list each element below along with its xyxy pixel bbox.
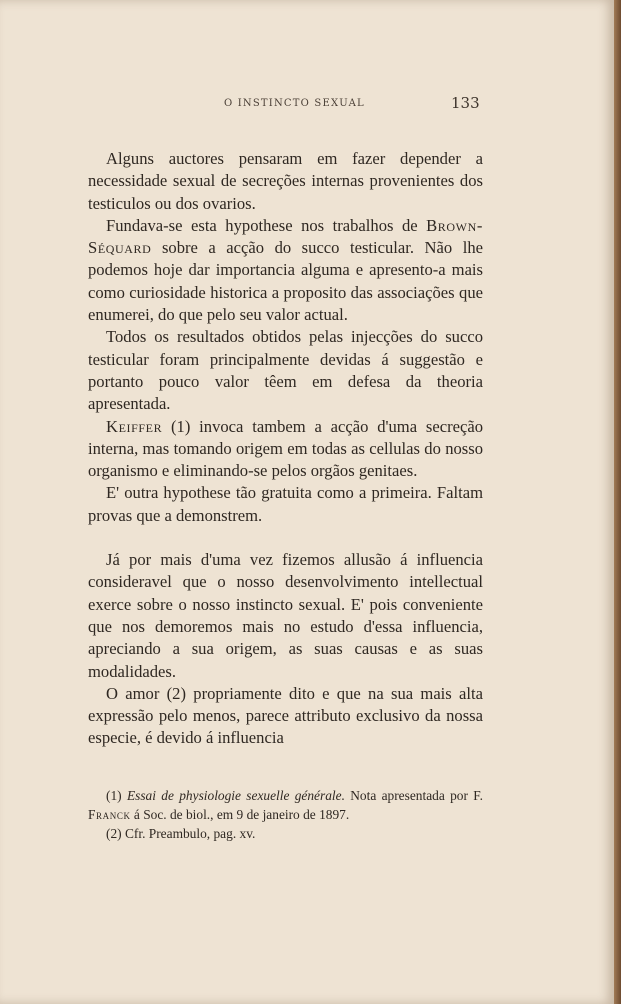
footnote-text: Cfr. Preambulo, pag. xv. xyxy=(124,826,256,841)
footnote-text: á Soc. de biol., em 9 de janeiro de 1897. xyxy=(130,807,350,822)
paragraph-text: (1) invoca tambem a acção d'uma secreção interna, mas tomando origem em todas as cellulas do nosso organismo e eliminando-se pelos orgãos genitaes. xyxy=(88,416,483,481)
paragraph-text: Fundava-se esta hypothese nos trabalhos de xyxy=(106,215,427,235)
paragraph: O amor (2) propriamente dito e que na sua mais alta expressão pelo menos, parece attributo exclusivo da nossa especie, é devido á influencia xyxy=(88,683,483,748)
paragraph: E' outra hypothese tão gratuita como a primeira. Faltam provas que a demonstrem. xyxy=(88,483,483,525)
author-name: Keiffer xyxy=(106,416,163,436)
paragraph-text: sobre a acção do succo testicular. Não lhe podemos hoje dar importancia alguma e apresento-a mais como curiosidade historica a proposito das associações que enumerei, do que pelo seu valor actual. xyxy=(88,238,483,325)
section-break xyxy=(88,527,483,549)
paragraph: Todos os resultados obtidos pelas injecções do succo testicular foram principalmente devidas á suggestão e portanto pouco valor têem em defesa da theoria apresentada. xyxy=(88,327,483,414)
footnote-marker: (1) xyxy=(106,788,127,803)
running-title: O INSTINCTO SEXUAL xyxy=(224,98,365,109)
footnote xyxy=(88,786,483,824)
author-name: Franck xyxy=(88,807,131,822)
author-name: Brown-Séquard xyxy=(88,215,483,258)
footnote-text: Nota apresentada por F. xyxy=(344,788,483,803)
footnotes xyxy=(88,786,483,843)
footnote-marker: (2) xyxy=(106,826,125,841)
paragraph xyxy=(88,416,483,483)
page-number: 133 xyxy=(451,94,480,112)
page-header xyxy=(0,96,614,116)
body-text xyxy=(88,148,483,750)
page-edge xyxy=(614,0,621,1004)
paragraph xyxy=(88,215,483,326)
paragraph: Já por mais d'uma vez fizemos allusão á influencia consideravel que o nosso desenvolvimento intellectual exerce sobre o nosso instincto sexual. E' pois conveniente que nos demoremos mais no estudo d'essa influencia, apreciando a sua origem, as suas causas e as suas modalidades. xyxy=(88,550,483,681)
footnote xyxy=(88,824,483,843)
paragraph: Alguns auctores pensaram em fazer depender a necessidade sexual de secreções internas provenientes dos testiculos ou dos ovarios. xyxy=(88,149,483,213)
footnote-title: Essai de physiologie sexuelle générale. xyxy=(126,788,345,803)
